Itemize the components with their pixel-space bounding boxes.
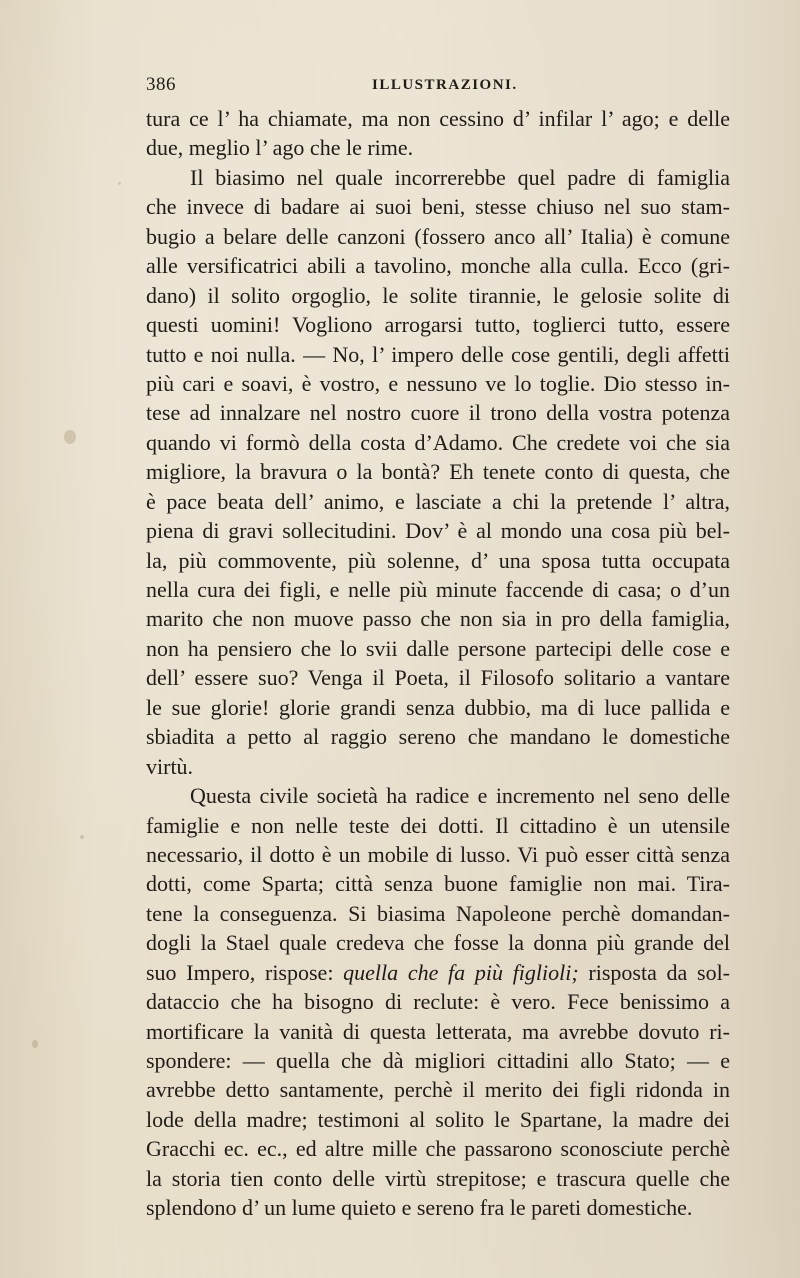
text-line: sbiadita a petto al raggio sereno che mandano le domestiche: [146, 724, 730, 750]
text-line: tura ce l’ ha chiamate, ma non cessino d’ infilar l’ ago; e delle: [146, 106, 730, 131]
body-text: [146, 104, 730, 1223]
text-line: quando vi formò della costa d’Adamo. Che credete voi che sia: [146, 429, 730, 455]
paper-stain: [118, 182, 121, 185]
running-title: ILLUSTRAZIONI.: [372, 77, 518, 93]
text-line: Questa civile società ha radice e incremento nel seno delle: [190, 783, 730, 809]
text-line: alle versificatrici abili a tavolino, monche alla culla. Ecco (gri-: [146, 253, 730, 279]
text-line: Il biasimo nel quale incorrerebbe quel padre di famiglia: [190, 164, 730, 190]
text-line: necessario, il dotto è un mobile di lusso. Vi può esser città senza: [146, 841, 730, 867]
text-line: nella cura dei figli, e nelle più minute faccende di casa; o d’un: [146, 577, 730, 602]
paper-stain: [80, 835, 84, 839]
text-line: è pace beata dell’ animo, e lasciate a chi la pretende l’ altra,: [146, 488, 730, 514]
text-line: la, più commovente, più solenne, d’ una sposa tutta occupata: [146, 547, 730, 573]
text-line-with-quote: [146, 958, 730, 987]
text-line: dano) il solito orgoglio, le solite tirannie, le gelosie solite di: [146, 282, 730, 308]
text-line: mortificare la vanità di questa letterata, ma avrebbe dovuto ri-: [146, 1018, 730, 1044]
text-line: tene la conseguenza. Si biasima Napoleone perchè domandan-: [146, 900, 730, 926]
text-segment: suo Impero, rispose:: [146, 959, 334, 985]
text-line: marito che non muove passo che non sia in pro della famiglia,: [146, 606, 730, 632]
paper-stain: [32, 1040, 38, 1048]
text-line: tutto e noi nulla. — No, l’ impero delle cose gentili, degli affetti: [146, 341, 730, 367]
text-line: dell’ essere suo? Venga il Poeta, il Filosofo solitario a vantare: [146, 665, 730, 691]
text-line: due, meglio l’ ago che le rime.: [146, 135, 414, 161]
text-line: Gracchi ec. ec., ed altre mille che passarono sconosciute perchè: [146, 1136, 730, 1162]
text-line: questi uomini! Vogliono arrogarsi tutto, toglierci tutto, essere: [146, 312, 730, 338]
text-line: lode della madre; testimoni al solito le Spartane, la madre dei: [146, 1106, 730, 1132]
text-line: bugio a belare delle canzoni (fossero anco all’ Italia) è comune: [146, 223, 730, 249]
text-line: avrebbe detto santamente, perchè il merito dei figli ridonda in: [146, 1077, 730, 1103]
text-line: non ha pensiero che lo svii dalle persone partecipi delle cose e: [146, 635, 730, 661]
text-line: più cari e soavi, è vostro, e nessuno ve lo toglie. Dio stesso in-: [146, 370, 730, 396]
text-line: famiglie e non nelle teste dei dotti. Il cittadino è un utensile: [146, 812, 730, 838]
text-line: dataccio che ha bisogno di reclute: è vero. Fece benissimo a: [146, 989, 730, 1015]
text-line: le sue glorie! glorie grandi senza dubbio, ma di luce pallida e: [146, 694, 730, 720]
text-line: la storia tien conto delle virtù strepitose; e trascura quelle che: [146, 1165, 730, 1191]
text-line: dogli la Stael quale credeva che fosse la donna più grande del: [146, 930, 730, 956]
text-line: tese ad innalzare nel nostro cuore il trono della vostra potenza: [146, 400, 730, 426]
text-line: migliore, la bravura o la bontà? Eh tenete conto di questa, che: [146, 459, 730, 485]
page-header: [146, 70, 706, 102]
text-line: che invece di badare ai suoi beni, stesse chiuso nel suo stam-: [146, 194, 730, 220]
text-line: spondere: — quella che dà migliori cittadini allo Stato; — e: [146, 1048, 730, 1073]
text-line: dotti, come Sparta; città senza buone famiglie non mai. Tira-: [146, 871, 730, 897]
italic-quote: quella che fa più figlioli;: [343, 959, 579, 985]
text-segment: risposta da sol-: [588, 959, 731, 985]
text-line: piena di gravi sollecitudini. Dov’ è al mondo una cosa più bel-: [146, 518, 730, 544]
text-line: splendono d’ un lume quieto e sereno fra le pareti domestiche.: [146, 1195, 693, 1221]
paper-stain: [64, 430, 76, 444]
page-number: 386: [146, 74, 176, 95]
text-line: virtù.: [146, 753, 194, 779]
